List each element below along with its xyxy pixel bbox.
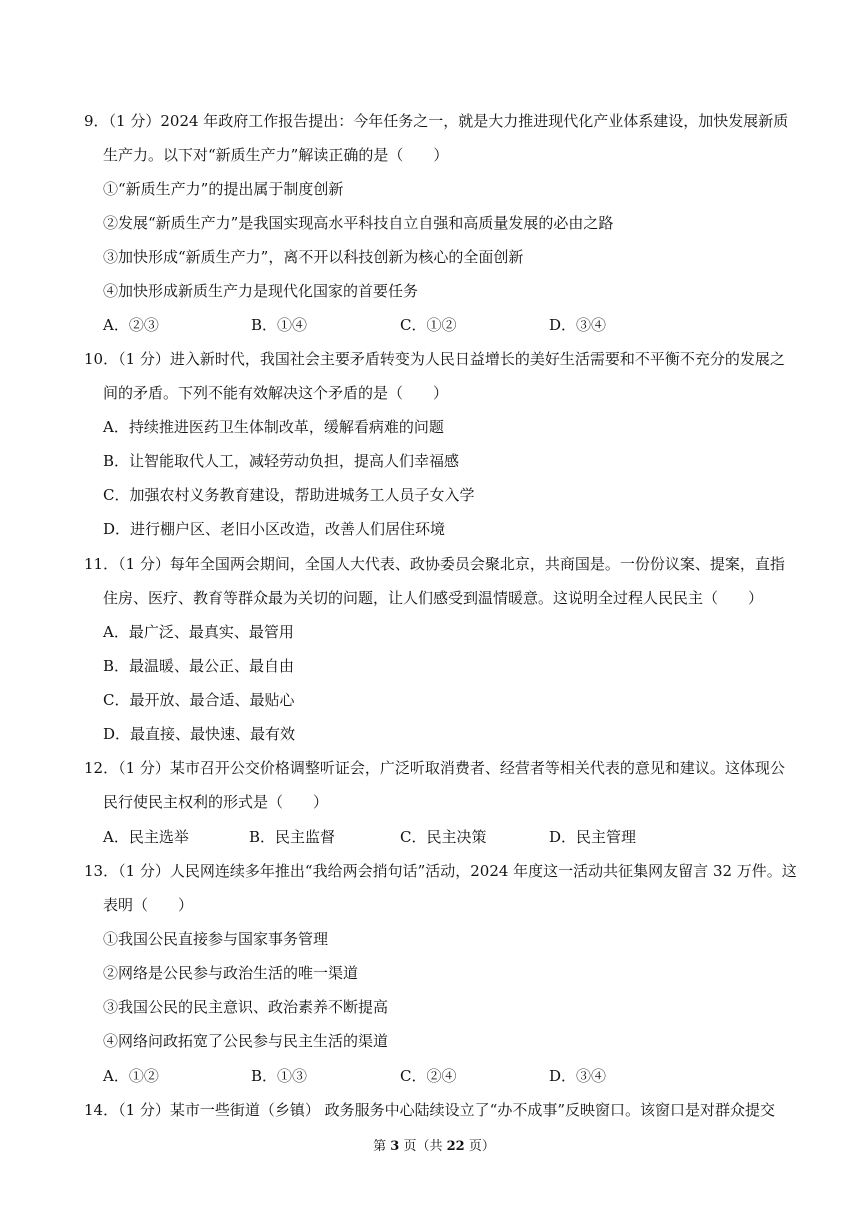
question-text-line: 11．（1 分）每年全国两会期间，全国人大代表、政协委员会聚北京，共商国是。一份份议案、提案，直指 <box>84 555 785 573</box>
question-text-line: 14．（1 分）某市一些街道（乡镇） 政务服务中心陆续设立了“办不成事”反映窗口。该窗口是对群众提交 <box>84 1101 776 1119</box>
option-a: A．②③ <box>103 316 159 334</box>
question-text-line: 生产力。以下对“新质生产力”解读正确的是（ ） <box>103 146 449 164</box>
option-b: B．最温暖、最公正、最自由 <box>103 657 295 675</box>
page-footer <box>0 1138 868 1156</box>
footer-total-pages: 22 <box>446 1139 465 1154</box>
statement-4: ④加快形成新质生产力是现代化国家的首要任务 <box>103 282 419 300</box>
option-b: B．民主监督 <box>249 828 336 846</box>
footer-prefix: 第 <box>373 1139 391 1154</box>
option-c: C．②④ <box>400 1067 457 1085</box>
option-c: C．加强农村义务教育建设，帮助进城务工人员子女入学 <box>103 486 475 504</box>
option-a: A．持续推进医药卫生体制改革，缓解看病难的问题 <box>103 418 444 436</box>
statement-4: ④网络问政拓宽了公民参与民主生活的渠道 <box>103 1032 389 1050</box>
statement-2: ②网络是公民参与政治生活的唯一渠道 <box>103 964 359 982</box>
option-c: C．①② <box>400 316 457 334</box>
statement-3: ③加快形成“新质生产力”，离不开以科技创新为核心的全面创新 <box>103 248 524 266</box>
option-b: B．①④ <box>251 316 308 334</box>
option-d: D．最直接、最快速、最有效 <box>103 725 296 743</box>
question-text-line: 民行使民主权利的形式是（ ） <box>103 793 329 811</box>
footer-page-number: 3 <box>390 1139 400 1154</box>
statement-1: ①“新质生产力”的提出属于制度创新 <box>103 180 344 198</box>
statement-1: ①我国公民直接参与国家事务管理 <box>103 930 329 948</box>
option-c: C．最开放、最合适、最贴心 <box>103 691 295 709</box>
option-a: A．民主选举 <box>103 828 189 846</box>
statement-2: ②发展“新质生产力”是我国实现高水平科技自立自强和高质量发展的必由之路 <box>103 214 614 232</box>
statement-3: ③我国公民的民主意识、政治素养不断提高 <box>103 998 389 1016</box>
question-text-line: 间的矛盾。下列不能有效解决这个矛盾的是（ ） <box>103 384 449 402</box>
option-d: D．民主管理 <box>549 828 637 846</box>
option-a: A．①② <box>103 1067 159 1085</box>
option-d: D．进行棚户区、老旧小区改造，改善人们居住环境 <box>103 520 446 538</box>
option-b: B．让智能取代人工，减轻劳动负担，提高人们幸福感 <box>103 452 460 470</box>
question-text-line: 住房、医疗、教育等群众最为关切的问题，让人们感受到温情暖意。这说明全过程人民民主（ ） <box>103 589 764 607</box>
option-d: D．③④ <box>549 1067 607 1085</box>
option-d: D．③④ <box>549 316 607 334</box>
option-a: A．最广泛、最真实、最管用 <box>103 623 294 641</box>
question-text-line: 12．（1 分）某市召开公交价格调整听证会，广泛听取消费者、经营者等相关代表的意见和建议。这体现公 <box>84 759 785 777</box>
footer-middle: 页（共 <box>399 1139 447 1154</box>
question-text-line: 9．（1 分）2024 年政府工作报告提出：今年任务之一，就是大力推进现代化产业体系建设，加快发展新质 <box>84 112 789 130</box>
question-text-line: 表明（ ） <box>103 896 194 914</box>
question-text-line: 10．（1 分）进入新时代，我国社会主要矛盾转变为人民日益增长的美好生活需要和不平衡不充分的发展之 <box>84 350 785 368</box>
footer-suffix: 页） <box>464 1139 495 1154</box>
option-b: B．①③ <box>251 1067 308 1085</box>
option-c: C．民主决策 <box>400 828 487 846</box>
question-text-line: 13．（1 分）人民网连续多年推出“我给两会捎句话”活动，2024 年度这一活动共征集网友留言 32 万件。这 <box>84 862 797 880</box>
